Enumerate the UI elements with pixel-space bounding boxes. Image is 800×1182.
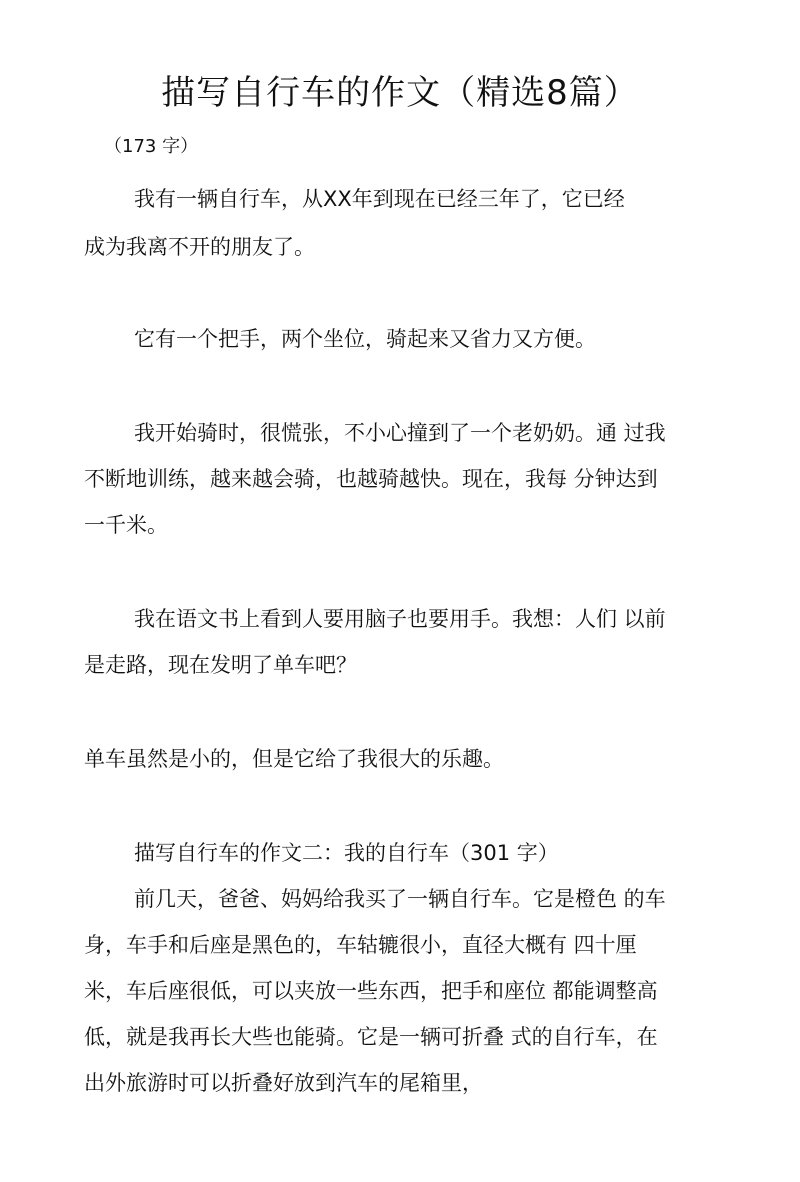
paragraph-5-line-1: 单车虽然是小的，但是它给了我很大的乐趣。 [84, 747, 504, 771]
paragraph-4-line-1: 我在语文书上看到人要用脑子也要用手。我想：人们 以前 [134, 607, 666, 631]
paragraph-6-line-2: 身，车手和后座是黑色的，车轱辘很小，直径大概有 四十厘 [84, 933, 637, 957]
paragraph-4-line-2: 是走路，现在发明了单车吧？ [84, 653, 357, 677]
paragraph-6-line-5: 出外旅游时可以折叠好放到汽车的尾箱里， [84, 1071, 483, 1095]
paragraph-2-line-1: 它有一个把手，两个坐位，骑起来又省力又方便。 [134, 327, 596, 351]
paragraph-3-line-1: 我开始骑时，很慌张，不小心撞到了一个老奶奶。通 过我 [134, 421, 666, 445]
paragraph-1-line-1: 我有一辆自行车，从XX年到现在已经三年了，它已经 [134, 187, 625, 211]
word-count-note: （173 字） [104, 136, 199, 157]
paragraph-3-line-3: 一千米。 [84, 513, 168, 537]
paragraph-3-line-2: 不断地训练，越来越会骑，也越骑越快。现在，我每 分钟达到 [84, 467, 658, 491]
paragraph-6-line-4: 低，就是我再长大些也能骑。它是一辆可折叠 式的自行车，在 [84, 1025, 658, 1049]
paragraph-6-line-3: 米，车后座很低，可以夹放一些东西，把手和座位 都能调整高 [84, 979, 658, 1003]
document-title: 描写自行车的作文（精选8篇） [161, 73, 639, 113]
paragraph-6-line-1: 前几天，爸爸、妈妈给我买了一辆自行车。它是橙色 的车 [134, 887, 666, 911]
essay-2-heading: 描写自行车的作文二：我的自行车（301 字） [134, 841, 559, 865]
paragraph-1-line-2: 成为我离不开的朋友了。 [84, 235, 315, 259]
